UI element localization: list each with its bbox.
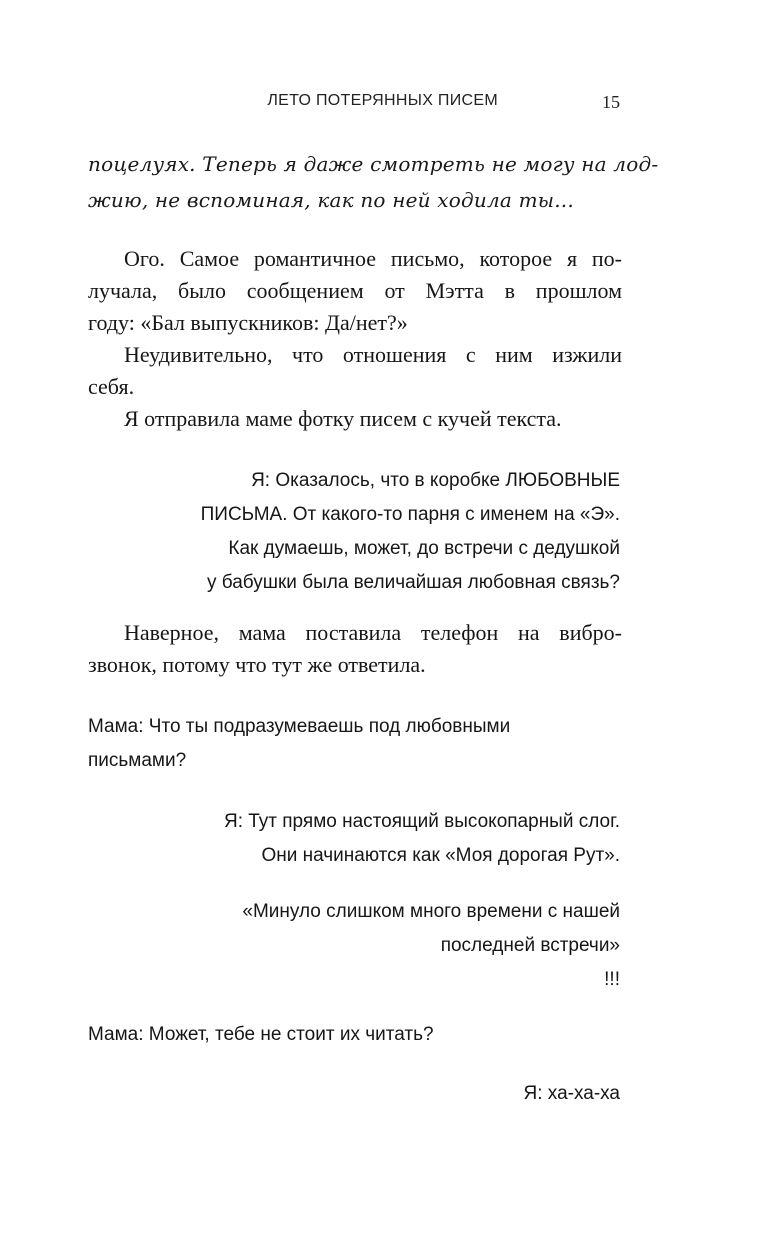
prose-line: себя.: [88, 374, 135, 399]
message-line: Я: Тут прямо настоящий высокопарный слог.: [223, 811, 620, 832]
letter-excerpt: [88, 146, 659, 218]
message-me-3: [242, 895, 620, 997]
message-mom-2: [88, 1018, 434, 1052]
message-line: у бабушки была величайшая любовная связь?: [207, 572, 620, 593]
message-line: Они начинаются как «Моя дорогая Рут».: [261, 845, 620, 866]
message-me-2: [224, 805, 620, 873]
message-line: письмами?: [88, 750, 187, 771]
prose-line: Ого. Самое романтичное письмо, которое я по-: [124, 246, 622, 271]
message-line: Как думаешь, может, до встречи с дедушкой: [228, 538, 620, 559]
prose-line: году: «Бал выпускников: Да/нет?»: [88, 310, 408, 335]
prose-line: звонок, потому что тут же ответила.: [88, 652, 426, 677]
prose-paragraph-1: [88, 243, 622, 435]
message-me-4: [524, 1077, 621, 1111]
prose-line: Наверное, мама поставила телефон на вибро-: [124, 620, 622, 645]
message-line: ПИСЬМА. От какого-то парня с именем на «Э».: [200, 504, 620, 525]
running-head: [88, 92, 620, 118]
letter-line: поцелуях. Теперь я даже смотреть не могу на лод-: [88, 152, 659, 176]
letter-line: жию, не вспоминая, как по ней ходила ты...: [88, 188, 574, 212]
prose-paragraph-2: [88, 617, 622, 681]
message-line: Мама: Что ты подразумеваешь под любовными: [88, 716, 511, 737]
message-mom-1: [88, 710, 510, 778]
message-line: Мама: Может, тебе не стоит их читать?: [88, 1024, 434, 1045]
message-line: Я: ха-ха-ха: [523, 1083, 620, 1104]
message-line: «Минуло слишком много времени с нашей: [242, 901, 620, 922]
prose-line: Неудивительно, что отношения с ним изжили: [124, 342, 622, 367]
prose-line: лучала, было сообщением от Мэтта в прошлом: [88, 278, 622, 303]
message-me-1: [201, 464, 620, 600]
message-line: Я: Оказалось, что в коробке ЛЮБОВНЫЕ: [251, 470, 620, 491]
page-number: 15: [602, 92, 620, 112]
prose-line: Я отправила маме фотку писем с кучей текста.: [124, 406, 562, 431]
running-title: ЛЕТО ПОТЕРЯННЫХ ПИСЕМ: [267, 92, 498, 109]
message-line: последней встречи»: [440, 935, 620, 956]
message-line: !!!: [604, 969, 620, 990]
